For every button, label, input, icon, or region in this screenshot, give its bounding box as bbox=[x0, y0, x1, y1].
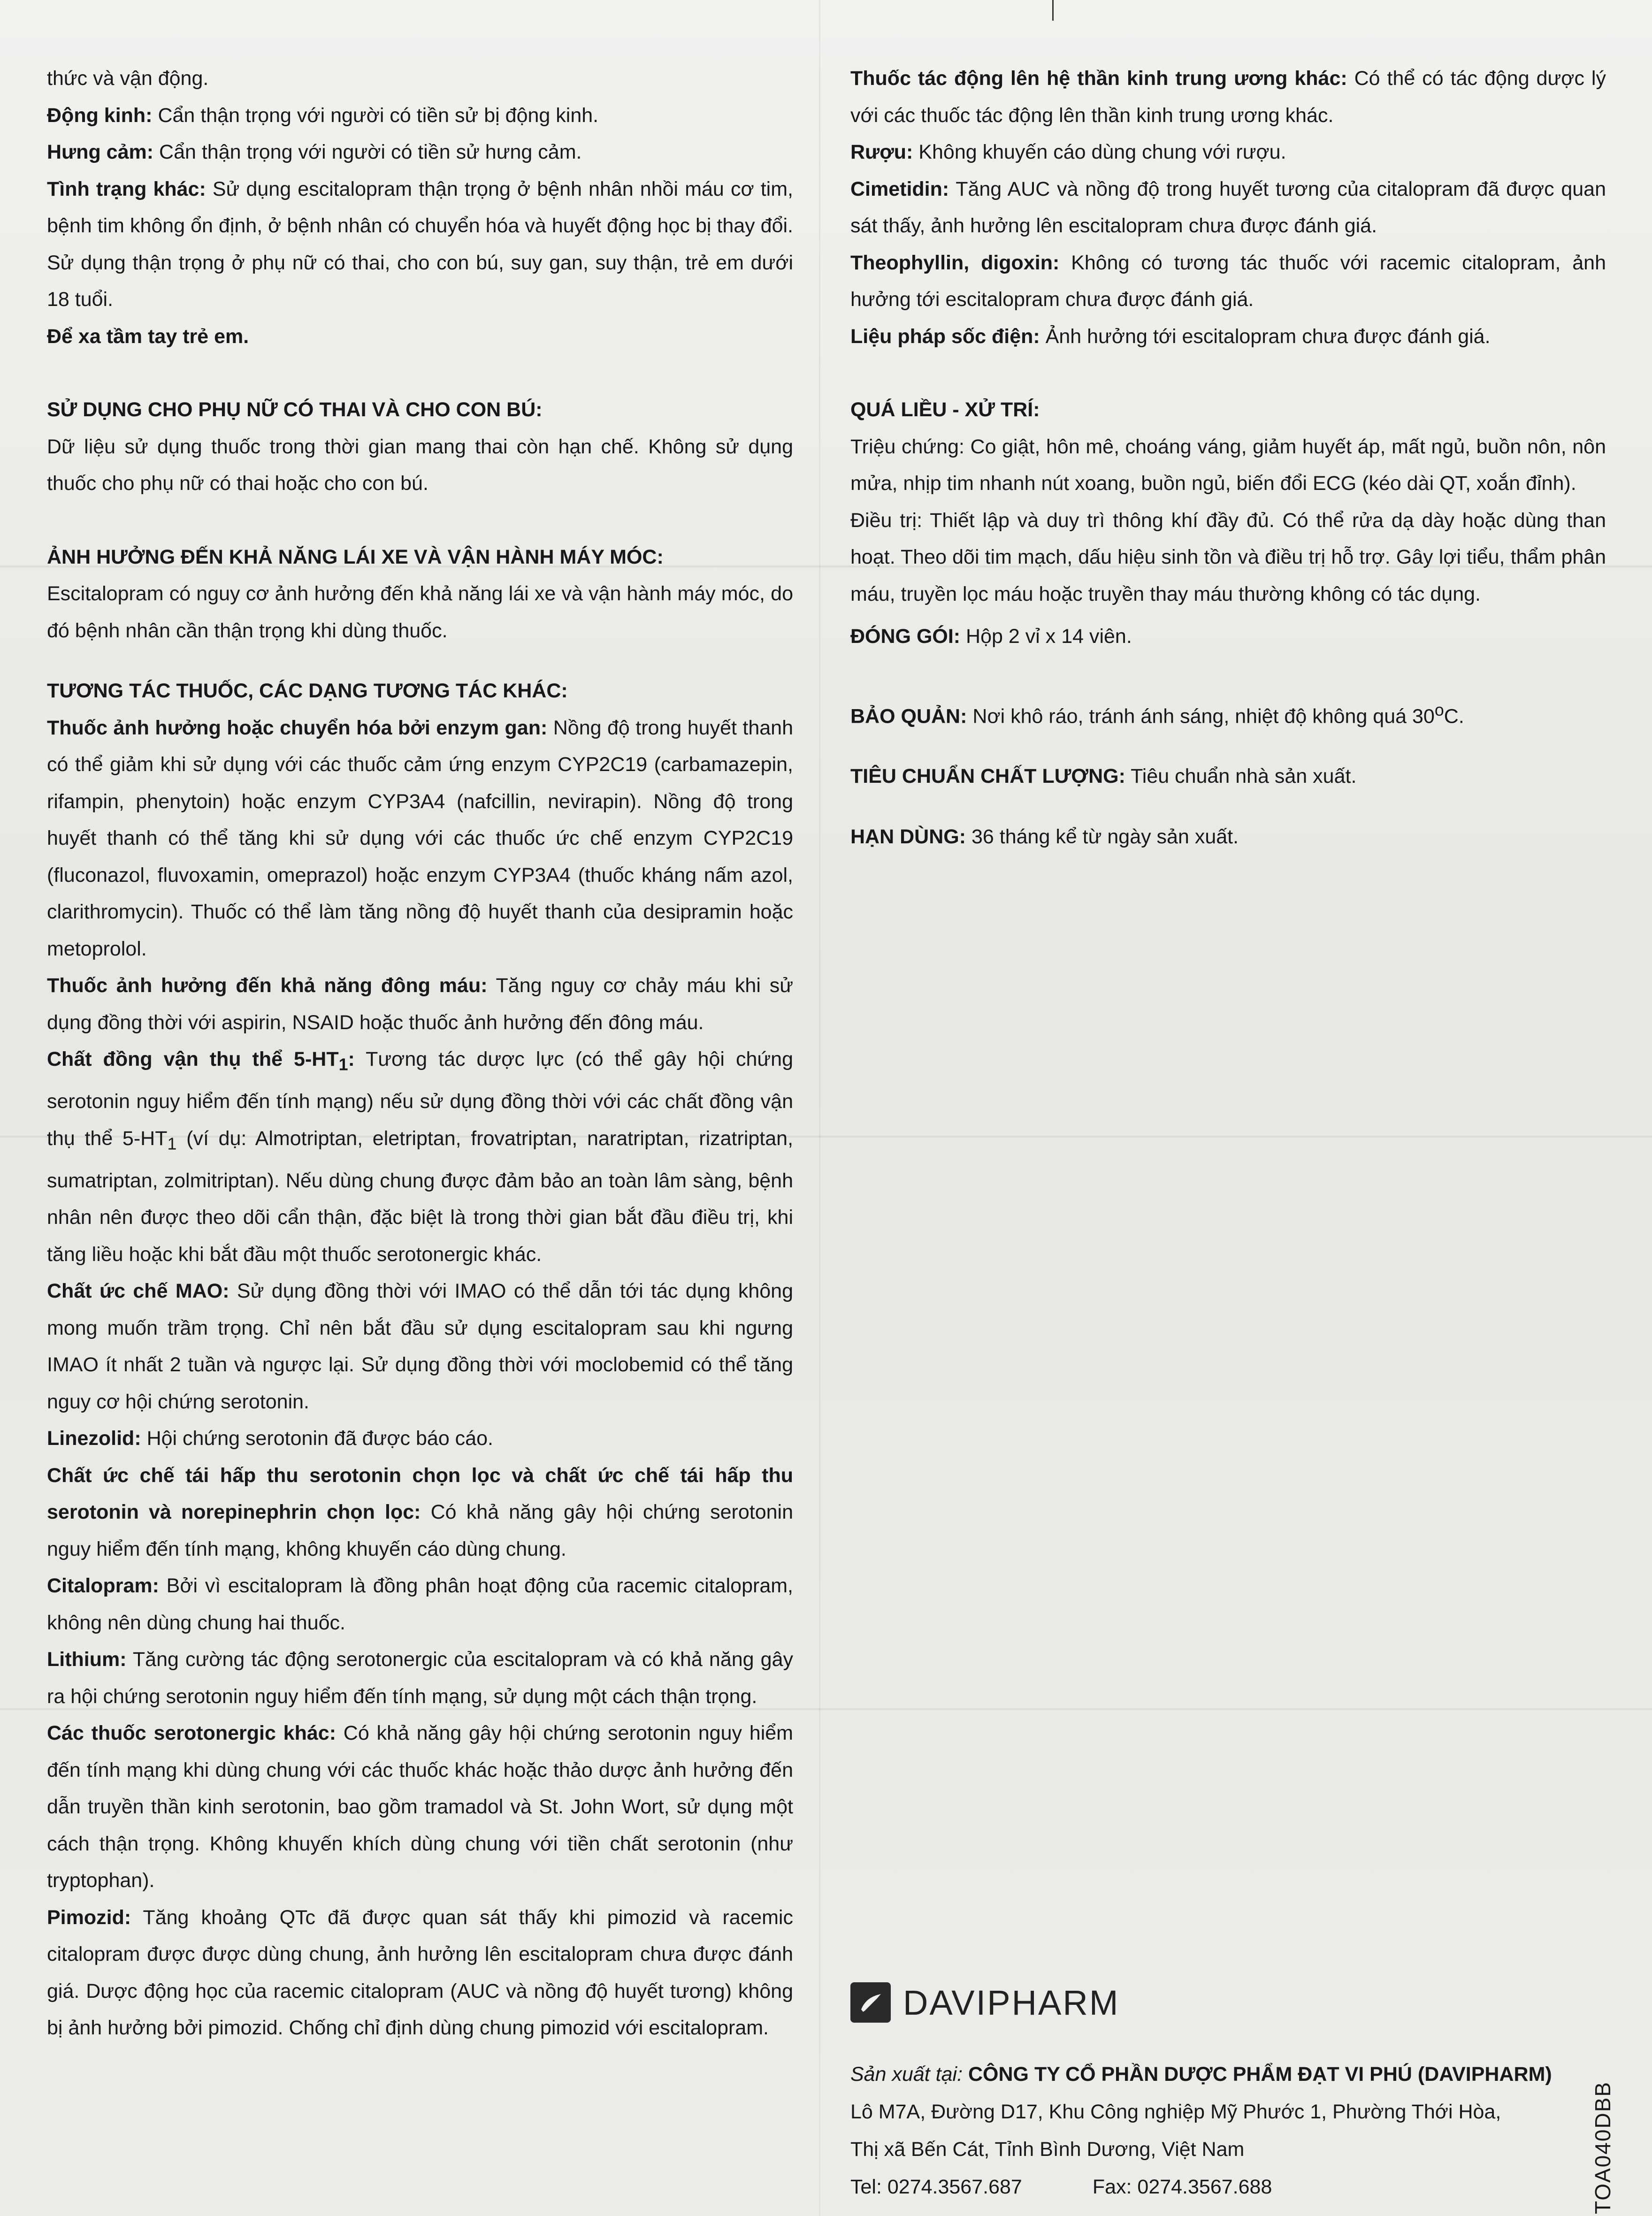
tel: Tel: 0274.3567.687 bbox=[850, 2176, 1022, 2198]
interaction-cimetidin: Cimetidin: Tăng AUC và nồng độ trong huyết tương của citalopram đã được quan sát thấy, ảnh hưởng lên escitalopram chưa được đánh giá. bbox=[850, 177, 1606, 237]
interaction-citalopram: Citalopram: Bởi vì escitalopram là đồng phân hoạt động của racemic citalopram, không nên dùng chung hai thuốc. bbox=[47, 1574, 793, 1634]
manufacturer-info bbox=[850, 2056, 1601, 2206]
storage: BẢO QUẢN: Nơi khô ráo, tránh ánh sáng, nhiệt độ không quá 30$^o$C. bbox=[850, 700, 1464, 727]
interaction-coagulation: Thuốc ảnh hưởng đến khả năng đông máu: Tăng nguy cơ chảy máu khi sử dụng đồng thời với aspirin, NSAID hoặc thuốc ảnh hưởng đến đông máu. bbox=[47, 974, 793, 1034]
interaction-liver-enzymes: Thuốc ảnh hưởng hoặc chuyển hóa bởi enzym gan: Nồng độ trong huyết thanh có thể giảm khi sử dụng với các thuốc cảm ứng enzym CYP2C19 (carbamazepin, rifampin, phenytoin) hoặc enzym CYP3A4 (nafcillin, nevirapin). Nồng độ trong huyết thanh có thể tăng khi sử dụng với các thuốc ức chế enzym CYP2C19 (fluconazol, fluvoxamin, omeprazol) hoặc enzym CYP3A4 (thuốc kháng nấm azol, clarithromycin). Thuốc có thể làm tăng nồng độ huyết thanh của desipramin hoặc metoprolol. bbox=[47, 716, 793, 960]
keep-away-warning: Để xa tầm tay trẻ em. bbox=[47, 325, 249, 348]
fax: Fax: 0274.3567.688 bbox=[1092, 2176, 1272, 2198]
packaging: ĐÓNG GÓI: Hộp 2 vỉ x 14 viên. bbox=[850, 625, 1132, 648]
heading-pregnancy: SỬ DỤNG CHO PHỤ NỮ CÓ THAI VÀ CHO CON BÚ: bbox=[47, 398, 543, 421]
interaction-pimozid: Pimozid: Tăng khoảng QTc đã được quan sát thấy khi pimozid và racemic citalopram được được dùng chung, ảnh hưởng lên escitalopram chưa được đánh giá. Dược động học của racemic citalopram (AUC và nồng độ huyết tương) không bị ảnh hưởng bởi pimozid. Chống chỉ định dùng chung pimozid với escitalopram. bbox=[47, 1906, 793, 2040]
document-code: TOA040DBB bbox=[1591, 2081, 1615, 2214]
address-line: Lô M7A, Đường D17, Khu Công nghiệp Mỹ Phước 1, Phường Thới Hòa, bbox=[850, 2101, 1501, 2123]
heading-overdose: QUÁ LIỀU - XỬ TRÍ: bbox=[850, 398, 1040, 421]
expiry: HẠN DÙNG: 36 tháng kể từ ngày sản xuất. bbox=[850, 825, 1239, 848]
paragraph-pregnancy: Dữ liệu sử dụng thuốc trong thời gian mang thai còn hạn chế. Không sử dụng thuốc cho phụ nữ có thai hoặc cho con bú. bbox=[47, 435, 793, 495]
address-line: Thị xã Bến Cát, Tỉnh Bình Dương, Việt Nam bbox=[850, 2138, 1245, 2161]
crop-mark bbox=[1052, 0, 1054, 21]
heading-interactions: TƯƠNG TÁC THUỐC, CÁC DẠNG TƯƠNG TÁC KHÁC: bbox=[47, 680, 568, 702]
overdose-symptoms: Triệu chứng: Co giật, hôn mê, choáng váng, giảm huyết áp, mất ngủ, buồn nôn, nôn mửa, nhịp tim nhanh nút xoang, buồn ngủ, biến đổi ECG (kéo dài QT, xoắn đỉnh). bbox=[850, 435, 1606, 495]
paragraph-driving: Escitalopram có nguy cơ ảnh hưởng đến khả năng lái xe và vận hành máy móc, do đó bệnh nhân cần thận trọng khi dùng thuốc. bbox=[47, 582, 793, 642]
fold-line bbox=[819, 0, 820, 2216]
interaction-linezolid: Linezolid: Hội chứng serotonin đã được báo cáo. bbox=[47, 1427, 493, 1450]
quality-standard: TIÊU CHUẨN CHẤT LƯỢNG: Tiêu chuẩn nhà sản xuất. bbox=[850, 765, 1357, 788]
interaction-mao-inhibitors: Chất ức chế MAO: Sử dụng đồng thời với IMAO có thể dẫn tới tác dụng không mong muốn trầm trọng. Chỉ nên bắt đầu sử dụng escitalopram sau khi ngưng IMAO ít nhất 2 tuần và ngược lại. Sử dụng đồng thời với moclobemid có thể tăng nguy cơ hội chứng serotonin. bbox=[47, 1280, 793, 1413]
interaction-serotonergic: Các thuốc serotonergic khác: Có khả năng gây hội chứng serotonin nguy hiểm đến tính mạng khi dùng chung với các thuốc khác hoặc thảo dược ảnh hưởng đến dẫn truyền thần kinh serotonin, bao gồm tramadol và St. John Wort, sử dụng một cách thận trọng. Không khuyến khích dùng chung với tiền chất serotonin (như tryptophan). bbox=[47, 1722, 793, 1892]
paragraph: thức và vận động. bbox=[47, 67, 209, 90]
paragraph-other-conditions: Tình trạng khác: Sử dụng escitalopram thận trọng ở bệnh nhân nhồi máu cơ tim, bệnh tim không ổn định, ở bệnh nhân có chuyển hóa và huyết động học bị thay đổi. Sử dụng thận trọng ở phụ nữ có thai, cho con bú, suy gan, suy thận, trẻ em dưới 18 tuổi. bbox=[47, 177, 794, 311]
interaction-theophyllin: Theophyllin, digoxin: Không có tương tác thuốc với racemic citalopram, ảnh hưởng tới escitalopram chưa được đánh giá. bbox=[850, 251, 1606, 311]
contact-line bbox=[850, 2168, 1601, 2206]
davipharm-logo bbox=[850, 1981, 1119, 2024]
interaction-5ht1-agonists: Chất đồng vận thụ thể $5-HT_1$: Tương tác dược lực (có thể gây hội chứng serotonin nguy hiểm đến tính mạng) nếu sử dụng đồng thời với các chất đồng vận thụ thể $5-HT_1$ (ví dụ: Almotriptan, eletriptan, frovatriptan, naratriptan, rizatriptan, sumatriptan, zolmitriptan). Nếu dùng chung được đảm bảo an toàn lâm sàng, bệnh nhân nên được theo dõi cẩn thận, đặc biệt là trong thời gian bắt đầu điều trị, khi tăng liều hoặc khi bắt đầu một thuốc serotonergic khác. bbox=[47, 1048, 794, 1266]
paragraph-epilepsy: Động kinh: Cẩn thận trọng với người có tiền sử bị động kinh. bbox=[47, 104, 599, 127]
manufacturer-line: Sản xuất tại: CÔNG TY CỔ PHẦN DƯỢC PHẨM ĐẠT VI PHÚ (DAVIPHARM) bbox=[850, 2063, 1552, 2086]
overdose-treatment: Điều trị: Thiết lập và duy trì thông khí đầy đủ. Có thể rửa dạ dày hoặc dùng than hoạt. Theo dõi tim mạch, dấu hiệu sinh tồn và điều trị hỗ trợ. Gây lợi tiểu, thẩm phân máu, truyền lọc máu hoặc truyền thay máu thường không có tác dụng. bbox=[850, 509, 1606, 605]
interaction-cns-drugs: Thuốc tác động lên hệ thần kinh trung ương khác: Có thể có tác động dược lý với các thuốc tác động lên thần kinh trung ương khác. bbox=[850, 67, 1606, 127]
interaction-lithium: Lithium: Tăng cường tác động serotonergic của escitalopram và có khả năng gây ra hội chứng serotonin nguy hiểm đến tính mạng, sử dụng một cách thận trọng. bbox=[47, 1648, 793, 1708]
heading-driving: ẢNH HƯỞNG ĐẾN KHẢ NĂNG LÁI XE VÀ VẬN HÀNH MÁY MÓC: bbox=[47, 545, 664, 568]
paragraph-mania: Hưng cảm: Cẩn thận trọng với người có tiền sử hưng cảm. bbox=[47, 141, 582, 163]
davipharm-logo-icon bbox=[850, 1982, 891, 2023]
left-column bbox=[47, 60, 793, 2047]
brand-name: DAVIPHARM bbox=[903, 1983, 1120, 2022]
interaction-ect: Liệu pháp sốc điện: Ảnh hưởng tới escitalopram chưa được đánh giá. bbox=[850, 325, 1491, 348]
interaction-alcohol: Rượu: Không khuyến cáo dùng chung với rượu. bbox=[850, 141, 1286, 163]
right-column bbox=[850, 60, 1606, 855]
interaction-ssri-snri: Chất ức chế tái hấp thu serotonin chọn lọc và chất ức chế tái hấp thu serotonin và norepinephrin chọn lọc: Có khả năng gây hội chứng serotonin nguy hiểm đến tính mạng, không khuyến cáo dùng chung. bbox=[47, 1464, 793, 1560]
